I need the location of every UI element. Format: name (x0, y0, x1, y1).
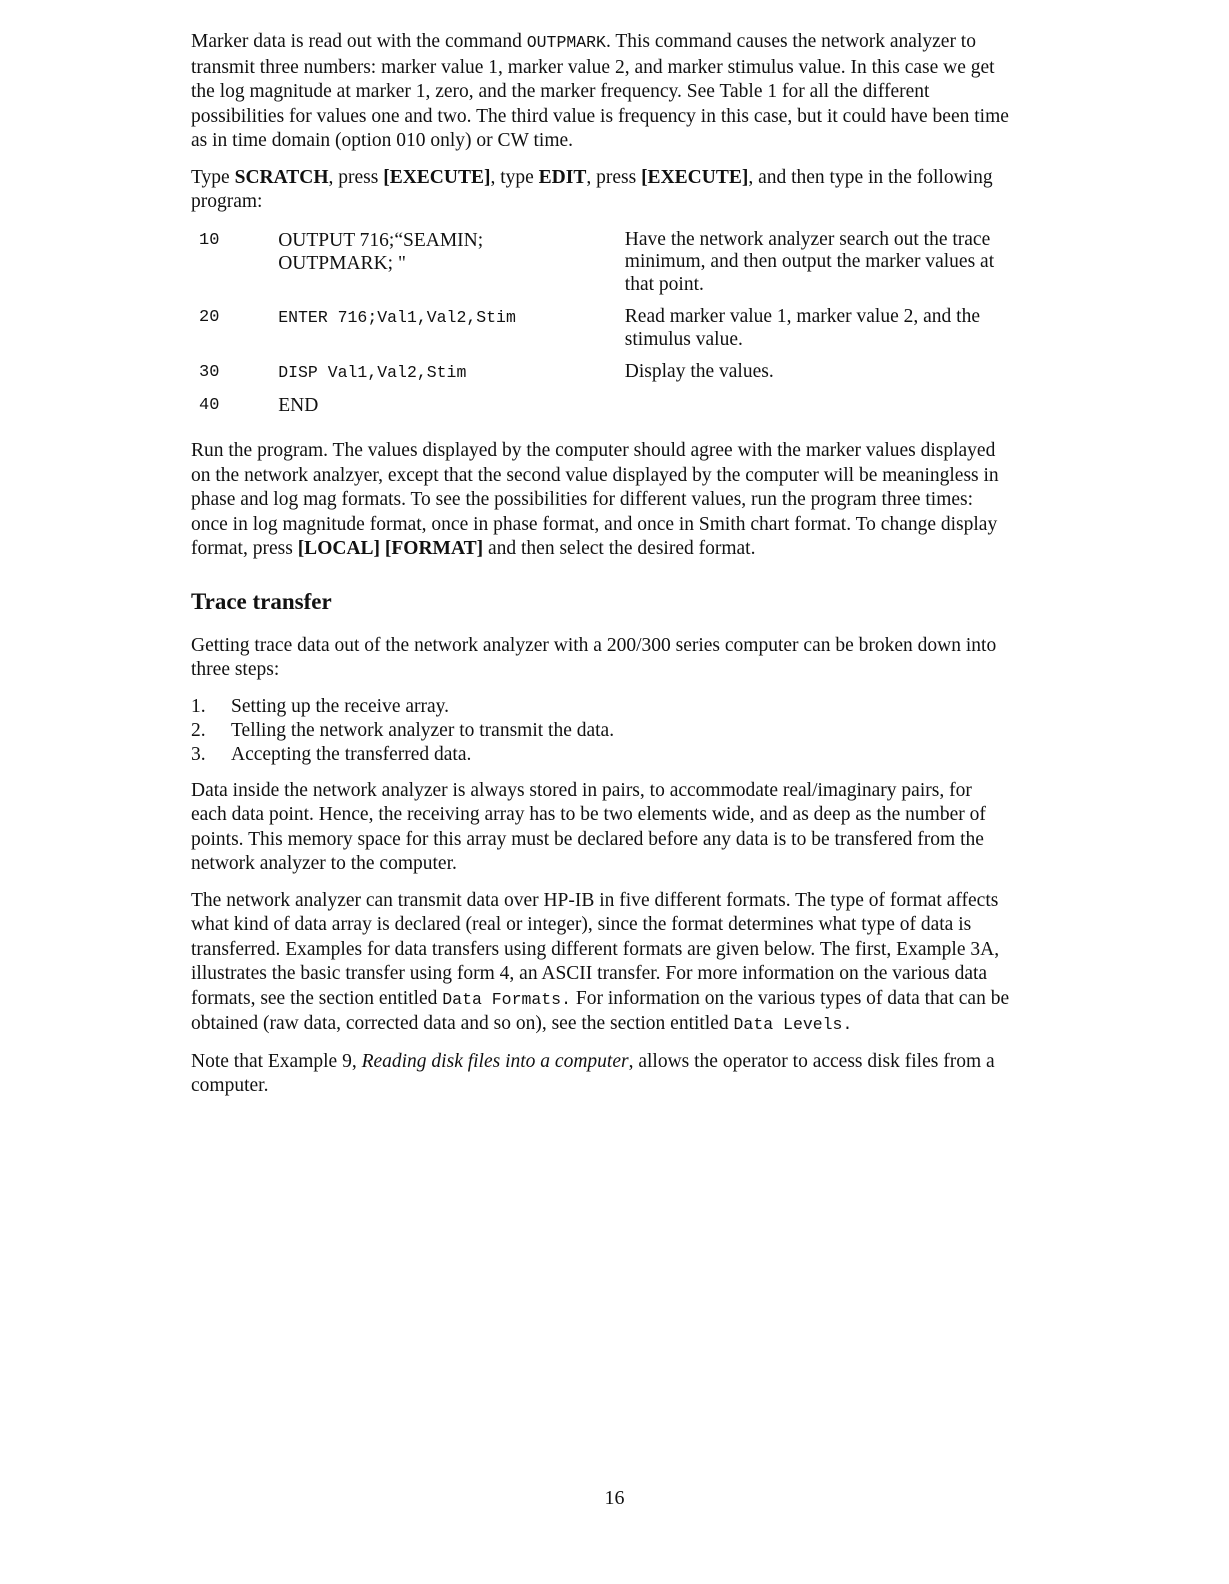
list-item (191, 695, 1011, 719)
step-text: Setting up the receive array. (231, 695, 450, 717)
code-text: OUTPMARK; " (278, 252, 406, 274)
steps-list (191, 695, 1011, 767)
text: The network analyzer can transmit data over HP-IB in five different formats. The type of format affects what kind of data array is declared (real or integer), since the format determines what type of data is transferred. Examples for data transfers using different formats are given below. The first, Example 3A, illustrates the basic transfer using form 4, an ASCII transfer. For more information on the various data formats, see the section entitled (191, 889, 1000, 1009)
code-text: END (278, 395, 319, 416)
program-listing (191, 229, 1011, 418)
program-line (191, 361, 1011, 384)
italic-title: Reading disk files into a computer (361, 1050, 629, 1072)
key-execute: [EXECUTE] (641, 166, 749, 188)
program-line (191, 306, 1011, 351)
text: , press (586, 166, 642, 188)
text: For information on the various types of data that can be obtained (raw data, corrected data and so on), see the section entitled (191, 987, 1010, 1034)
paragraph-trace-intro: Getting trace data out of the network analyzer with a 200/300 series computer can be broken down into three steps: (191, 634, 997, 680)
key-execute: [EXECUTE] (383, 166, 491, 188)
paragraph-example-9 (191, 1050, 1011, 1099)
section-ref-data-formats: Data Formats. (442, 989, 571, 1009)
code-text: OUTPUT 716;“SEAMIN; (278, 229, 484, 251)
text: , and then type in the following program: (191, 166, 993, 212)
text: Note that Example 9, (191, 1050, 362, 1072)
step-number: 2. (191, 719, 206, 741)
text: Run the program. The values displayed by the computer should agree with the marker values displayed on the network analzyer, except that the second value displayed by the computer will be meaningless in phase and log mag formats. To see the possibilities for different values, run the program three times: once in log magnitude format, once in phase format, and once in Smith chart format. To change display format, press (191, 440, 999, 559)
page-number: 16 (604, 1487, 625, 1509)
document-page (191, 30, 1011, 1111)
step-number: 1. (191, 695, 206, 717)
section-ref-data-levels: Data Levels. (733, 1015, 853, 1034)
keyword-scratch: SCRATCH (234, 166, 329, 188)
step-text: Telling the network analyzer to transmit the data. (231, 719, 615, 741)
code-comment (625, 394, 1011, 417)
text: Type (191, 166, 235, 188)
section-heading: Trace transfer (191, 588, 332, 614)
program-line (191, 229, 1011, 297)
step-text: Accepting the transferred data. (231, 743, 472, 765)
text: and then select the desired format. (483, 538, 756, 559)
paragraph-run-program (191, 439, 1011, 562)
text: , type (490, 166, 539, 188)
paragraph-type-scratch (191, 166, 1011, 215)
paragraph-formats (191, 889, 1011, 1038)
paragraph-data-pairs: Data inside the network analyzer is always stored in pairs, to accommodate real/imaginary pairs, for each data point. Hence, the receiving array has to be two elements wide, and as deep as the number of points. This memory space for this array must be declared before any data is to be transfered from the network analyzer to the computer. (191, 779, 986, 874)
text: . This command causes the network analyzer to transmit three numbers: marker value 1, marker value 2, and marker stimulus value. In this case we get the log magnitude at marker 1, zero, and the marker frequency. See Table 1 for all the different possibilities for values one and two. The third value is frequency in this case, but it could have been time as in time domain (option 010 only) or CW time. (191, 31, 1009, 151)
list-item (191, 719, 1011, 743)
line-number: 40 (199, 396, 220, 415)
line-number: 20 (199, 308, 220, 327)
code-comment: Display the values. (624, 361, 774, 382)
program-line (191, 394, 1011, 417)
line-number: 30 (199, 363, 220, 382)
code-comment: Read marker value 1, marker value 2, and the stimulus value. (624, 306, 980, 350)
code-text: DISP Val1,Val2,Stim (278, 363, 467, 382)
code (278, 229, 625, 297)
paragraph-marker-data (191, 30, 1011, 154)
keyword-edit: EDIT (538, 166, 587, 188)
text: Marker data is read out with the command (191, 31, 527, 52)
key-local-format: [LOCAL] [FORMAT] (297, 538, 484, 559)
code-text: ENTER 716;Val1,Val2,Stim (278, 308, 516, 327)
command-outpmark: OUTPMARK (526, 33, 606, 52)
list-item (191, 743, 1011, 767)
text: , allows the operator to access disk files from a computer. (191, 1050, 995, 1096)
text: , press (328, 166, 384, 188)
code-comment: Have the network analyzer search out the trace minimum, and then output the marker values at that point. (624, 228, 995, 295)
step-number: 3. (191, 743, 206, 765)
line-number: 10 (199, 230, 220, 250)
